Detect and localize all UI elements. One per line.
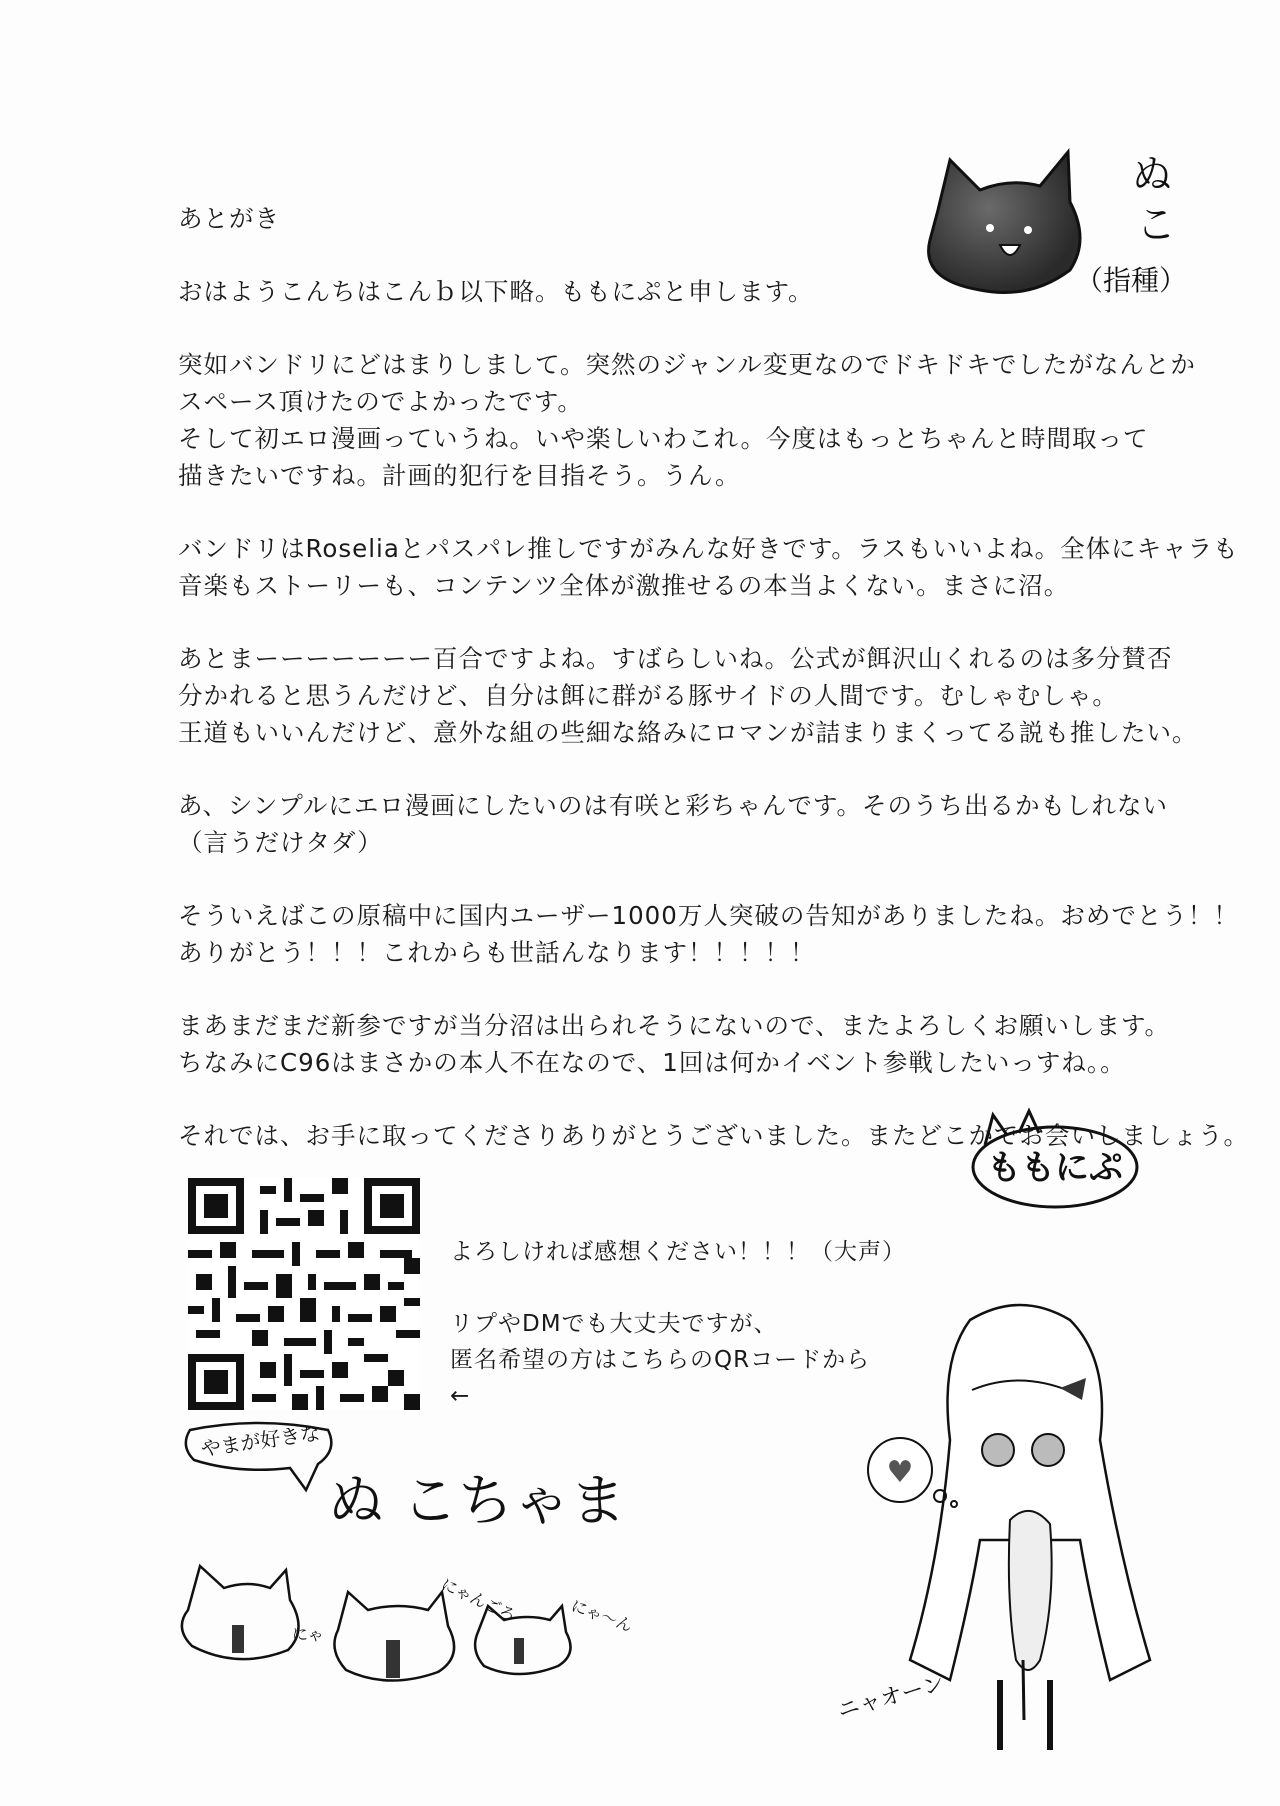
paragraph-line: 王道もいいんだけど、意外な組の些細な絡みにロマンが詰まりまくってる説も推したい。	[178, 718, 1198, 747]
paragraph-4	[178, 640, 1208, 751]
neko-line-3: （指種）	[1075, 264, 1188, 297]
signature-stamp	[965, 1105, 1145, 1215]
paragraph-5	[178, 787, 1208, 861]
paragraph-line: まあまだまだ新参ですが当分沼は出られそうにないので、またよろしくお願いします。	[178, 1011, 1171, 1040]
paragraph-line: そういえばこの原稿中に国内ユーザー1000万人突破の告知がありましたね。おめでとう！！	[178, 901, 1239, 930]
sfx-nyangoro: にゃんごろ	[438, 1574, 519, 1626]
paragraph-line: 描きたいですね。計画的犯行を目指そう。うん。	[178, 461, 741, 490]
paragraph-line: 音楽もストーリーも、コンテンツ全体が激推せるの本当よくない。まさに沼。	[178, 571, 1070, 600]
neko-cat-doodle	[910, 130, 1200, 300]
paragraph-6	[178, 897, 1239, 971]
paragraph-line: あとまーーーーーーー百合ですよね。すばらしいね。公式が餌沢山くれるのは多分賛否	[178, 644, 1173, 673]
qr-message-line-3: 匿名希望の方はこちらのQRコードから	[450, 1347, 871, 1373]
qr-message	[450, 1234, 906, 1414]
paragraph-line: スペース頂けたのでよかったです。	[178, 387, 583, 416]
paragraph-line: おはようこんちはこんｂ以下略。ももにぷと申します。	[178, 277, 814, 306]
paragraph-line: それでは、お手に取ってくださりありがとうございました。またどこかでお会いしましょう。	[178, 1121, 1249, 1150]
signature-text: ももにぷ	[987, 1148, 1123, 1188]
paragraph-7	[178, 1007, 1208, 1081]
paragraph-line: 突如バンドリにどはまりしまして。突然のジャンル変更なのでドキドキでしたがなんとか	[178, 350, 1196, 379]
bubble-text: やまが好きな	[199, 1420, 322, 1461]
paragraph-line: ちなみにC96はまさかの本人不在なので、1回は何かイベント参戦したいっすね。。	[178, 1048, 1126, 1077]
neko-chama-title: ぬ こちゃま	[328, 1469, 626, 1534]
paragraph-line: バンドリはRoseliaとパスパレ推しですがみんな好きです。ラスもいいよね。全体にキャラも	[178, 534, 1239, 563]
paragraph-line: ありがとう！！！これからも世話んなります！！！！！	[178, 938, 816, 967]
neko-line-2: こ	[1136, 202, 1176, 248]
girl-with-cat-illustration	[835, 1300, 1170, 1770]
neko-line-1: ぬ	[1132, 152, 1172, 198]
arrow-left-icon: ←	[450, 1383, 471, 1409]
sfx-nyaon: ニャオーン	[835, 1671, 948, 1724]
paragraph-3	[178, 530, 1239, 604]
qr-message-line-2: リプやDMでも大丈夫ですが、	[450, 1311, 778, 1337]
paragraph-2	[178, 346, 1208, 494]
heart-icon: ♥	[886, 1455, 914, 1490]
paragraph-line: 分かれると思うんだけど、自分は餌に群がる豚サイドの人間です。むしゃむしゃ。	[178, 681, 1118, 710]
afterword-heading: あとがき	[178, 204, 280, 233]
paragraph-line: （言うだけタダ）	[178, 828, 383, 857]
sfx-nyaan: にゃ〜ん	[568, 1595, 635, 1636]
qr-code[interactable]	[188, 1178, 420, 1410]
sfx-nya: にゃ	[292, 1625, 324, 1644]
qr-message-line-1: よろしければ感想ください！！！（大声）	[450, 1239, 906, 1265]
paragraph-line: そして初エロ漫画っていうね。いや楽しいわこれ。今度はもっとちゃんと時間取って	[178, 424, 1149, 453]
neko-chama-doodle	[178, 1420, 738, 1720]
afterword-body	[178, 200, 1249, 1190]
paragraph-line: あ、シンプルにエロ漫画にしたいのは有咲と彩ちゃんです。そのうち出るかもしれない	[178, 791, 1168, 820]
